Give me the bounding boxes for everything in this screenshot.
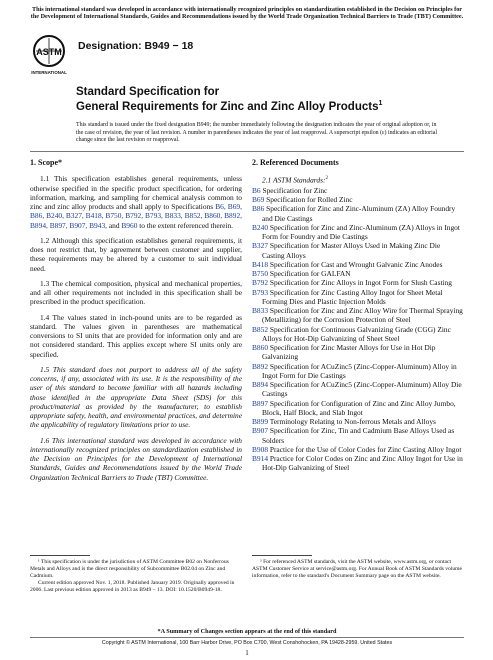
reference-item — [252, 417, 464, 426]
reference-code-link[interactable]: B897 — [252, 398, 269, 408]
reference-title: Specification for Zinc and Zinc Alloy Wire for Thermal Spraying (Metallizing) for the Corrosion Protection of Steel — [262, 306, 463, 325]
reference-code-link[interactable]: B750 — [252, 269, 269, 279]
page-number: 1 — [245, 649, 249, 657]
logo-subtext: INTERNATIONAL — [31, 70, 67, 75]
designation: Designation: B949 − 18 — [78, 40, 194, 52]
reference-item — [252, 204, 464, 223]
logo-text: ASTM — [36, 47, 62, 57]
reference-code-link[interactable]: B240 — [252, 222, 269, 232]
scope-1-4: 1.4 The values stated in inch-pound units are to be regarded as standard. The values given in parentheses are mathematical conversions to SI units that are provided for information only and are not considered standard. This applies except where SI units only are specified. — [30, 312, 242, 359]
header-divider — [30, 151, 464, 152]
reference-title: Specification for Zinc Casting Alloy Ingot for Sheet Metal Forming Dies and Plastic Injection Molds — [262, 287, 443, 306]
reference-title: Specification for Rolled Zinc — [264, 195, 353, 205]
reference-code-link[interactable]: B418 — [252, 259, 269, 269]
reference-title: Specification for ACuZinc5 (Zinc-Copper-Aluminum) Alloy Die Castings — [262, 380, 462, 399]
reference-list — [252, 186, 464, 473]
title-text: General Requirements for Zinc and Zinc Alloy Products — [76, 100, 379, 113]
reference-item — [252, 223, 464, 242]
reference-title: Terminology Relating to Non-ferrous Metals and Alloys — [268, 417, 436, 427]
reference-item — [252, 288, 464, 307]
reference-item — [252, 399, 464, 418]
scope-1-3: 1.3 The chemical composition, physical and mechanical properties, and all other requirements not included in this specification shall be prescribed in the product specification. — [30, 278, 242, 307]
reference-item — [252, 445, 464, 454]
reference-code-link[interactable]: B69 — [252, 195, 265, 205]
reference-item — [252, 343, 464, 362]
reference-code-link[interactable]: B899 — [252, 417, 269, 427]
reference-title: Specification for Continuous Galvanizing Grade (CGG) Zinc Alloys for Hot-Dip Galvanizing of Sheet Steel — [262, 324, 451, 343]
scope-1-1: 1.1 This specification establishes general requirements, unless otherwise specified in the specific product specification, for ordering information, marking, and sampling for chemical analysis common to zinc and zinc alloy products and shall apply to Specifications B6, B69, B86, B240, B327, B418, B750, B792, B793, B833, B852, B860, B892, B894, B897, B907, B943, and B960 to the extent referenced therein. — [30, 174, 242, 230]
reference-item — [252, 269, 464, 278]
scope-column — [30, 158, 242, 488]
reference-title: Specification for Zinc Alloys in Ingot Form for Slush Casting — [268, 278, 452, 288]
astm-logo — [30, 34, 68, 76]
reference-title: Specification for Zinc and Zinc-Aluminum (ZA) Alloys in Ingot Form for Foundry and Die Castings — [262, 222, 460, 242]
footnote-1 — [30, 555, 242, 594]
reference-title: Specification for GALFAN — [268, 269, 351, 279]
reference-item — [252, 260, 464, 269]
reference-code-link[interactable]: B86 — [252, 204, 265, 214]
summary-of-changes-note: *A Summary of Changes section appears at the end of this standard — [157, 628, 337, 635]
reference-item — [252, 325, 464, 344]
reference-title: Specification for Zinc Master Alloys for Use in Hot Dip Galvanizing — [262, 343, 436, 362]
astm-standards-subheading: 2.1 ASTM Standards:$^2$ — [262, 175, 328, 185]
reference-title: Specification for Zinc and Zinc-Aluminum (ZA) Alloy Foundry and Die Castings — [262, 204, 456, 223]
reference-item — [252, 195, 464, 204]
footnote-divider — [30, 555, 90, 556]
reference-title: Practice for Color Codes on Zinc and Zinc Alloy Ingot for Use in Hot-Dip Galvanizing of Steel — [262, 454, 463, 473]
footnote-divider — [252, 555, 312, 556]
reference-title: Specification for ACuZinc5 (Zinc-Copper-Aluminum) Alloy in Ingot Form for Die Castings — [262, 361, 457, 380]
reference-code-link[interactable]: B792 — [252, 278, 269, 288]
scope-heading: 1. Scope* — [30, 158, 62, 167]
title-footnote-mark: 1 — [378, 100, 383, 107]
footnote-1-edition: Current edition approved Nov. 1, 2018. Published January 2019. Originally approved in 2006. Last previous edition approved in 2013 as B949 – 13. DOI: 10.1520/B0949-18. — [30, 580, 235, 593]
reference-title: Practice for the Use of Color Codes for Zinc Casting Alloy Ingot — [268, 444, 462, 454]
issuance-note: This standard is issued under the fixed designation B949; the number immediately following the designation indicates the year of original adoption or, in the case of revision, the year of last revision. A number in parentheses indicates the year of last reapproval. A superscript epsilon (ε) indicates an editorial change since the last revision or reapproval. — [76, 122, 438, 144]
footnote-2 — [252, 555, 464, 580]
reference-code-link[interactable]: B793 — [252, 287, 269, 297]
wto-notice: This international standard was developed in accordance with internationally recognized principles on standardization established in the Decision on Principles for the Development of International Standards, Guides and Recommendations issued by the World Trade Organization Technical Barriers to Trade (TBT) Committee. — [30, 6, 464, 21]
reference-code-link[interactable]: B914 — [252, 454, 269, 464]
scope-1-5: 1.5 This standard does not purport to address all of the safety concerns, if any, associated with its use. It is the responsibility of the user of this standard to become familiar with all hazards including those identified in the appropriate Data Sheet (SDS) for this product/material as provided by the manufacturer, to establish appropriate safety, health, and environmental practices, and determine the applicability of regulatory limitations prior to use. — [30, 364, 242, 430]
spec-b960-link[interactable]: B960 — [121, 220, 138, 230]
references-heading: 2. Referenced Documents — [252, 158, 339, 167]
reference-item — [252, 186, 464, 195]
reference-item — [252, 278, 464, 287]
reference-code-link[interactable]: B908 — [252, 444, 269, 454]
scope-1-6: 1.6 This international standard was developed in accordance with internationally recognized principles on standardization established in the Decision on Principles for the Development of International Standards, Guides and Recommendations issued by the World Trade Organization Technical Barriers to Trade (TBT) Committee. — [30, 435, 242, 482]
references-column — [252, 158, 464, 473]
reference-title: Specification for Zinc — [260, 185, 328, 195]
reference-title: Specification for Configuration of Zinc and Zinc Alloy Jumbo, Block, Half Block, and Slab Ingot — [262, 398, 456, 417]
reference-item — [252, 241, 464, 260]
reference-code-link[interactable]: B327 — [252, 241, 269, 251]
title-line-1: Standard Specification for — [76, 86, 220, 98]
copyright-line: Copyright © ASTM International, 100 Barr Harbor Drive, PO Box C700, West Conshohocken, PA 19428-2959. United States — [101, 640, 393, 646]
reference-code-link[interactable]: B6 — [252, 185, 261, 195]
reference-item — [252, 426, 464, 445]
reference-item — [252, 362, 464, 381]
reference-item — [252, 454, 464, 473]
scope-1-2: 1.2 Although this specification establishes general requirements, it does not restrict that, by agreement between customer and supplier, these requirements may be altered by a customer to suit individual need. — [30, 235, 242, 273]
reference-code-link[interactable]: B833 — [252, 306, 269, 316]
reference-code-link[interactable]: B892 — [252, 361, 269, 371]
reference-code-link[interactable]: B860 — [252, 343, 269, 353]
reference-title: Specification for Zinc, Tin and Cadmium Base Alloys Used as Solders — [262, 426, 455, 445]
reference-title: Specification for Cast and Wrought Galvanic Zinc Anodes — [268, 259, 443, 269]
reference-code-link[interactable]: B852 — [252, 324, 269, 334]
reference-item — [252, 380, 464, 399]
spec-refs-link[interactable]: B6, B69, B86, B240, B327, B418, B750, B792, B793, B833, B852, B860, B892, B894, B897, B907, B943, — [30, 202, 242, 230]
reference-code-link[interactable]: B907 — [252, 426, 269, 436]
footnote-2-text: ² For referenced ASTM standards, visit the ASTM website, www.astm.org, or contact ASTM Customer Service at service@astm.org. For Annual Book of ASTM Standards volume information, refer to the standard's Document Summary page on the ASTM website. — [252, 559, 462, 579]
reference-title: Specification for Master Alloys Used in Making Zinc Die Casting Alloys — [262, 241, 441, 260]
title-line-2 — [76, 100, 382, 113]
footer-divider — [30, 637, 464, 638]
reference-item — [252, 306, 464, 325]
astm-logo-icon — [30, 34, 68, 76]
reference-code-link[interactable]: B894 — [252, 380, 269, 390]
footnote-1-text: ¹ This specification is under the jurisdiction of ASTM Committee B02 on Nonferrous Metals and Alloys and is the direct responsibility of Subcommittee B02.04 on Zinc and Cadmium. — [30, 559, 229, 579]
